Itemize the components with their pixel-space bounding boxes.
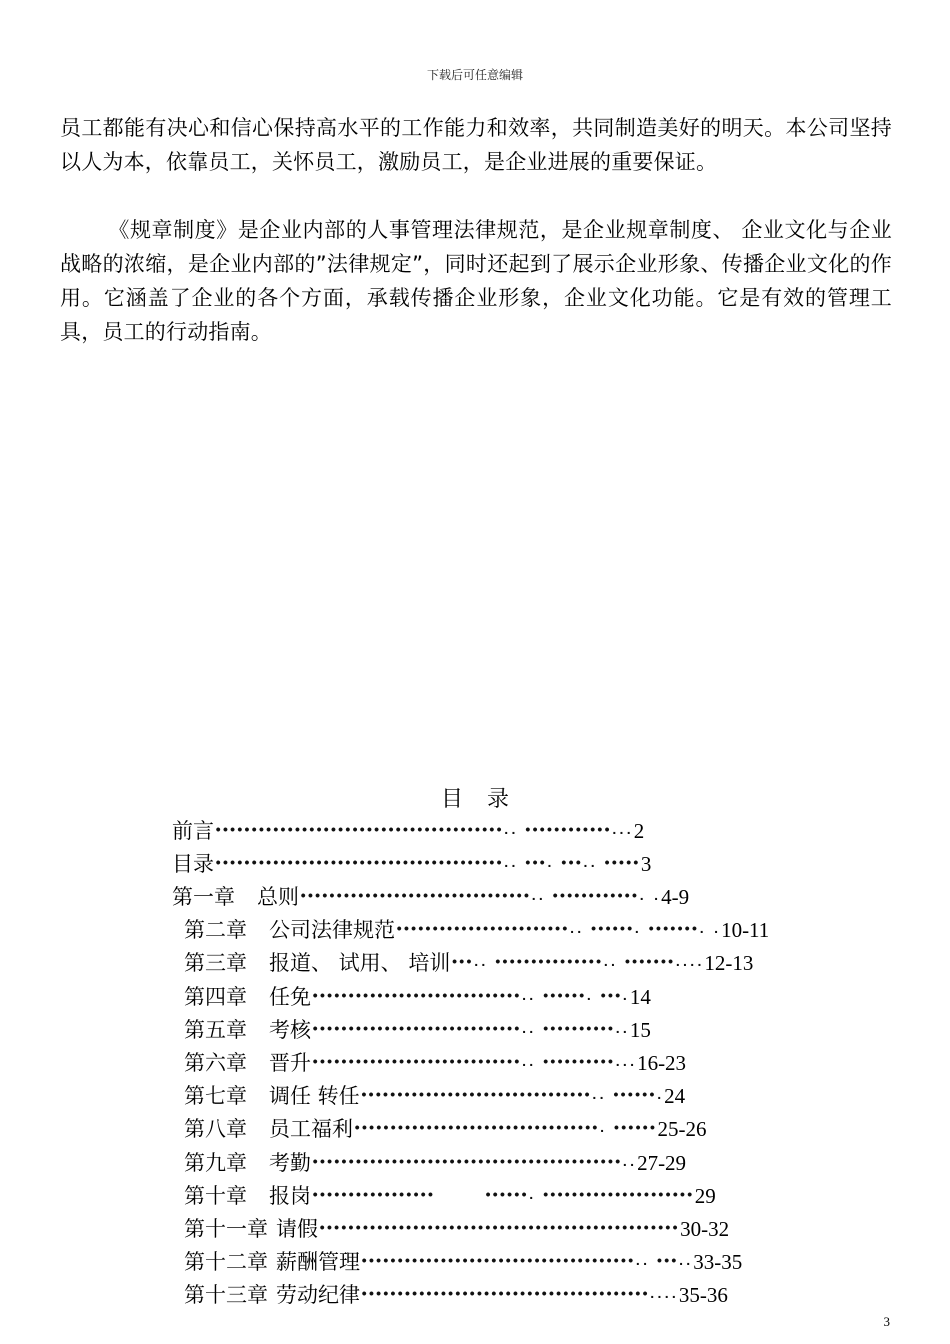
- toc-entry-label: 第五章: [184, 1018, 247, 1042]
- toc-entry-label: 第七章: [184, 1084, 247, 1108]
- toc-entry-page: 2: [633, 819, 645, 843]
- toc-entry-leader: ••••••••••••••••••••••••••••••••••. ••••••: [353, 1121, 656, 1137]
- toc-entry-label: 第十三章: [184, 1283, 268, 1307]
- toc-entry: [184, 1213, 729, 1246]
- toc-entry: [184, 914, 769, 947]
- toc-entry-title: 报岗: [269, 1184, 311, 1208]
- toc-entry-leader: •••.. •••••••••••••••.. •••••••....: [450, 955, 703, 971]
- toc-entry-title: 调任 转任: [269, 1084, 360, 1108]
- toc-entry-label: 第十章: [184, 1184, 247, 1208]
- toc-entry-leader: ••••••••••••••••••••••••••••••••••••••••.. •••. •••.. •••••: [214, 856, 639, 872]
- toc-entry-page: 33-35: [693, 1250, 743, 1274]
- paragraph-1-text: 员工都能有决心和信心保持高水平的工作能力和效率，共同制造美好的明天。本公司坚持以人为本，依靠员工，关怀员工，激励员工，是企业进展的重要保证。: [60, 116, 892, 174]
- toc-entry-page: 3: [640, 852, 652, 876]
- toc-entry-title: 晋升: [269, 1051, 311, 1075]
- toc-entry-leader: ••••••••••••••••••••••••••••••••••••••••••••••••••: [318, 1221, 679, 1237]
- toc-entry-title: 报道、 试用、 培训: [269, 951, 451, 975]
- toc-entry-title: 任免: [269, 985, 311, 1009]
- page-header: 下载后可任意编辑: [426, 68, 523, 82]
- toc-entry: [184, 1047, 686, 1080]
- toc-entry-label: 第十二章: [184, 1250, 268, 1274]
- toc-entry-label: 目录: [172, 852, 214, 876]
- toc-entry-page: 12-13: [704, 951, 754, 975]
- paragraph-1: [60, 111, 892, 179]
- toc-entry-label: 第一章: [172, 885, 235, 909]
- toc-entry-leader: ••••••••••••••••••••••••••••••••••••••••....: [360, 1287, 677, 1303]
- toc-entry-leader: •••••••••••••••••••••••••••••.. ••••••. •••.: [311, 989, 628, 1005]
- toc-entry-page: 15: [629, 1018, 651, 1042]
- toc-entry-leader: ••••••••••••••••••••••••••••••••.. ••••••.: [359, 1088, 663, 1104]
- toc-entry-title: 公司法律规范: [269, 918, 395, 942]
- toc-entry: [184, 1147, 686, 1180]
- toc-entry-page: 30-32: [680, 1217, 730, 1241]
- toc-entry: [184, 1279, 728, 1312]
- toc-entry: [184, 1014, 651, 1047]
- toc-entry-title: 考核: [269, 1018, 311, 1042]
- toc-entry-title: 请假: [276, 1217, 318, 1241]
- toc-entry: [184, 947, 753, 980]
- toc-entry-leader: ••••••••••••••••• ••••••. •••••••••••••••••••••: [311, 1188, 693, 1204]
- toc-entry-label: 第二章: [184, 918, 247, 942]
- toc-entry-page: 4-9: [661, 885, 690, 909]
- toc-title: 目录: [440, 787, 533, 812]
- toc-entry-title: 员工福利: [269, 1117, 353, 1141]
- toc-entry-label: 第四章: [184, 985, 247, 1009]
- page-number: 3: [883, 1314, 890, 1329]
- toc-entry-leader: •••••••••••••••••••••••••••••.. ••••••••••..: [311, 1022, 628, 1038]
- toc-entry-leader: •••••••••••••••••••••••••••••.. ••••••••••...: [311, 1055, 636, 1071]
- toc-entry: [172, 881, 689, 914]
- toc-entry-label: 第六章: [184, 1051, 247, 1075]
- toc-entry-page: 10-11: [721, 918, 770, 942]
- toc-entry-page: 24: [664, 1084, 686, 1108]
- toc-entry-label: 前言: [172, 819, 214, 843]
- toc-entry: [172, 815, 644, 848]
- toc-entry-leader: ••••••••••••••••••••••••••••••••••••••••.. ••••••••••••...: [214, 823, 632, 839]
- toc-entry-label: 第十一章: [184, 1217, 268, 1241]
- toc-entry-label: 第九章: [184, 1151, 247, 1175]
- toc-entry: [184, 1080, 685, 1113]
- toc-entry-label: 第八章: [184, 1117, 247, 1141]
- toc-entry-leader: ••••••••••••••••••••••••.. ••••••. •••••••. .: [395, 922, 720, 938]
- toc-entry-title: 薪酬管理: [276, 1250, 360, 1274]
- toc-entry-title: 总则: [257, 885, 299, 909]
- toc-entry-page: 29: [694, 1184, 716, 1208]
- toc-entry-leader: •••••••••••••••••••••••••••••••••••••••••••..: [311, 1155, 636, 1171]
- toc-entry: [172, 848, 651, 881]
- toc-entry-page: 35-36: [678, 1283, 728, 1307]
- toc-entry-page: 25-26: [657, 1117, 707, 1141]
- toc-entry: [184, 1246, 742, 1279]
- toc-entry-leader: ••••••••••••••••••••••••••••••••.. ••••••••••••. .: [299, 889, 660, 905]
- toc-entry-page: 27-29: [637, 1151, 687, 1175]
- toc-entry: [184, 981, 651, 1014]
- toc-entry-label: 第三章: [184, 951, 247, 975]
- toc-entry-page: 16-23: [637, 1051, 687, 1075]
- toc-entry: [184, 1113, 706, 1146]
- toc-entry-page: 14: [629, 985, 651, 1009]
- toc-entry-title: 劳动纪律: [276, 1283, 360, 1307]
- paragraph-2: [60, 213, 892, 349]
- toc-entry-title: 考勤: [269, 1151, 311, 1175]
- paragraph-2-text: 《规章制度》是企业内部的人事管理法律规范，是企业规章制度、 企业文化与企业战略的浓缩，是企业内部的”法律规定”，同时还起到了展示企业形象、传播企业文化的作用。它涵盖了企业的各个方面，承载传播企业形象，企业文化功能。它是有效的管理工具，员工的行动指南。: [60, 218, 892, 344]
- toc-entry: [184, 1180, 716, 1213]
- toc-entry-leader: ••••••••••••••••••••••••••••••••••••••.. •••..: [360, 1254, 692, 1270]
